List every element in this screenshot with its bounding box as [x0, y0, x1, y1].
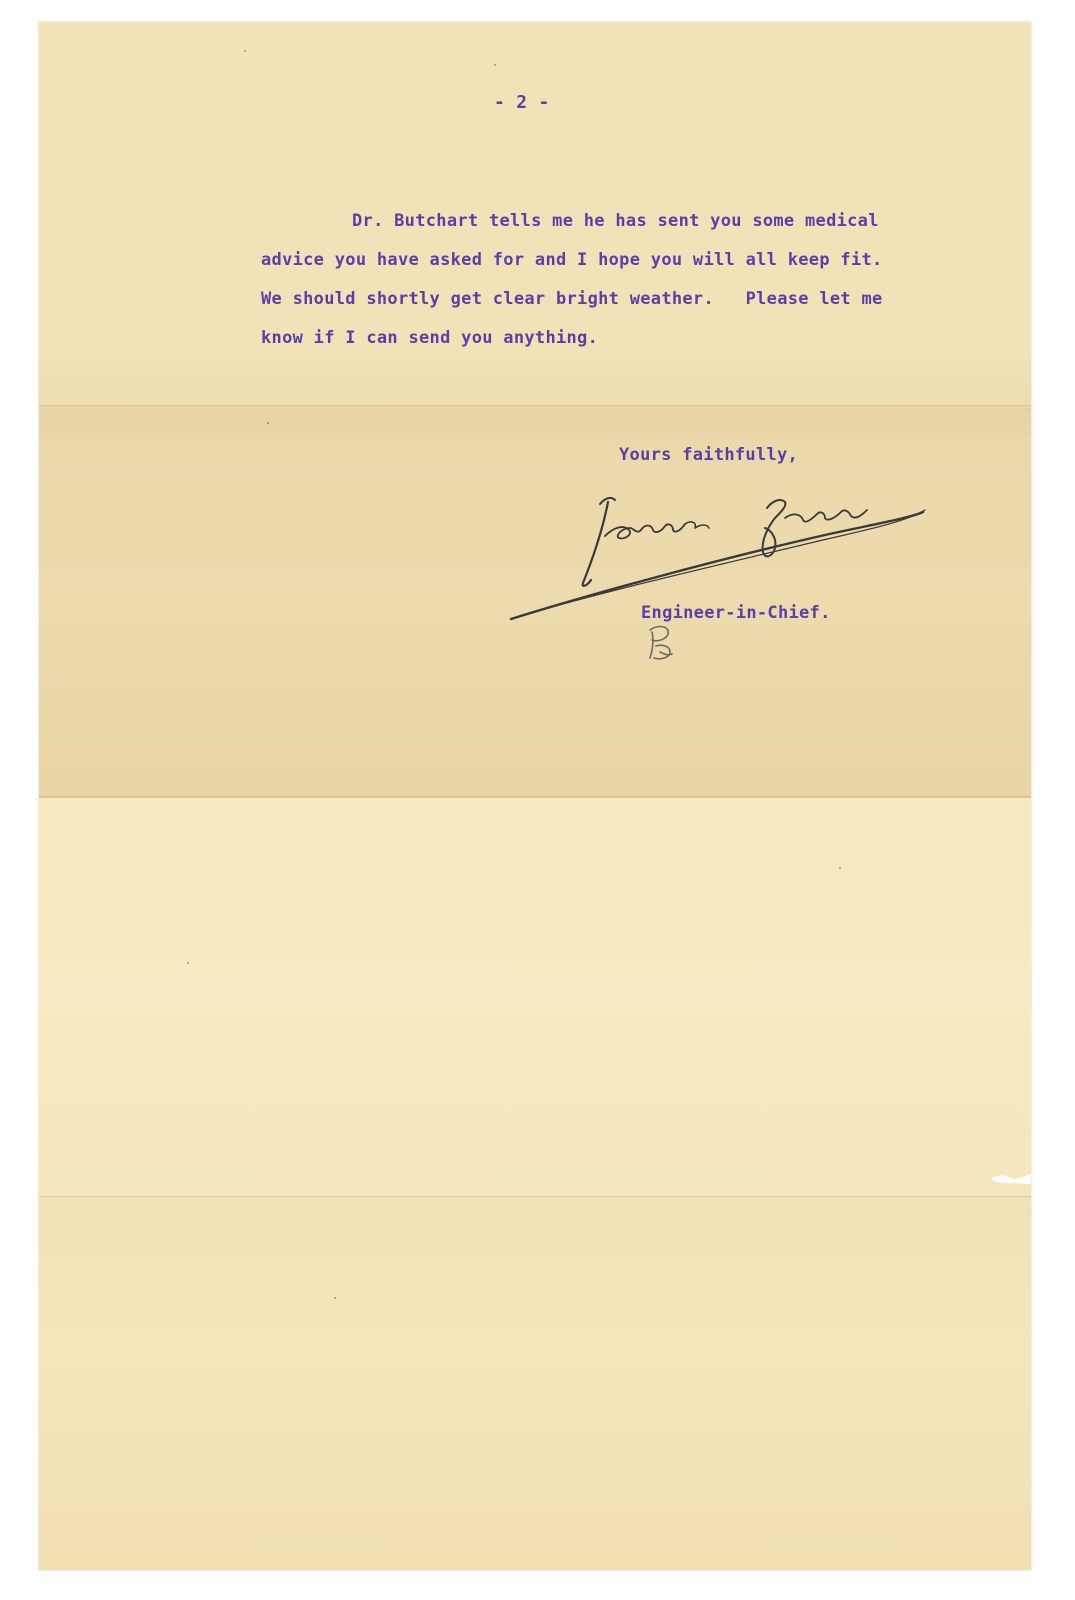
body-line: advice you have asked for and I hope you will all keep fit.: [261, 250, 883, 270]
paper-speck: [244, 50, 246, 52]
fold-crease: [39, 1196, 1031, 1199]
closing-salutation: Yours faithfully,: [619, 445, 799, 465]
pencil-annotation-icon: [640, 620, 680, 665]
paper-speck: [839, 867, 841, 869]
sheet-panel-third: [39, 797, 1031, 1197]
paper-speck: [334, 1297, 336, 1299]
body-line: know if I can send you anything.: [261, 328, 599, 348]
sheet-panel-bottom: [39, 1197, 1031, 1570]
paper-speck: [187, 962, 189, 964]
fold-crease: [39, 405, 1031, 408]
paper-speck: [494, 64, 496, 66]
body-line: We should shortly get clear bright weather. Please let me: [261, 289, 883, 309]
signatory-title: Engineer-in-Chief.: [641, 603, 831, 623]
paper-speck: [267, 422, 269, 424]
body-line: Dr. Butchart tells me he has sent you some medical: [352, 211, 879, 231]
fold-crease: [39, 796, 1031, 800]
page-number: - 2 -: [494, 92, 550, 113]
